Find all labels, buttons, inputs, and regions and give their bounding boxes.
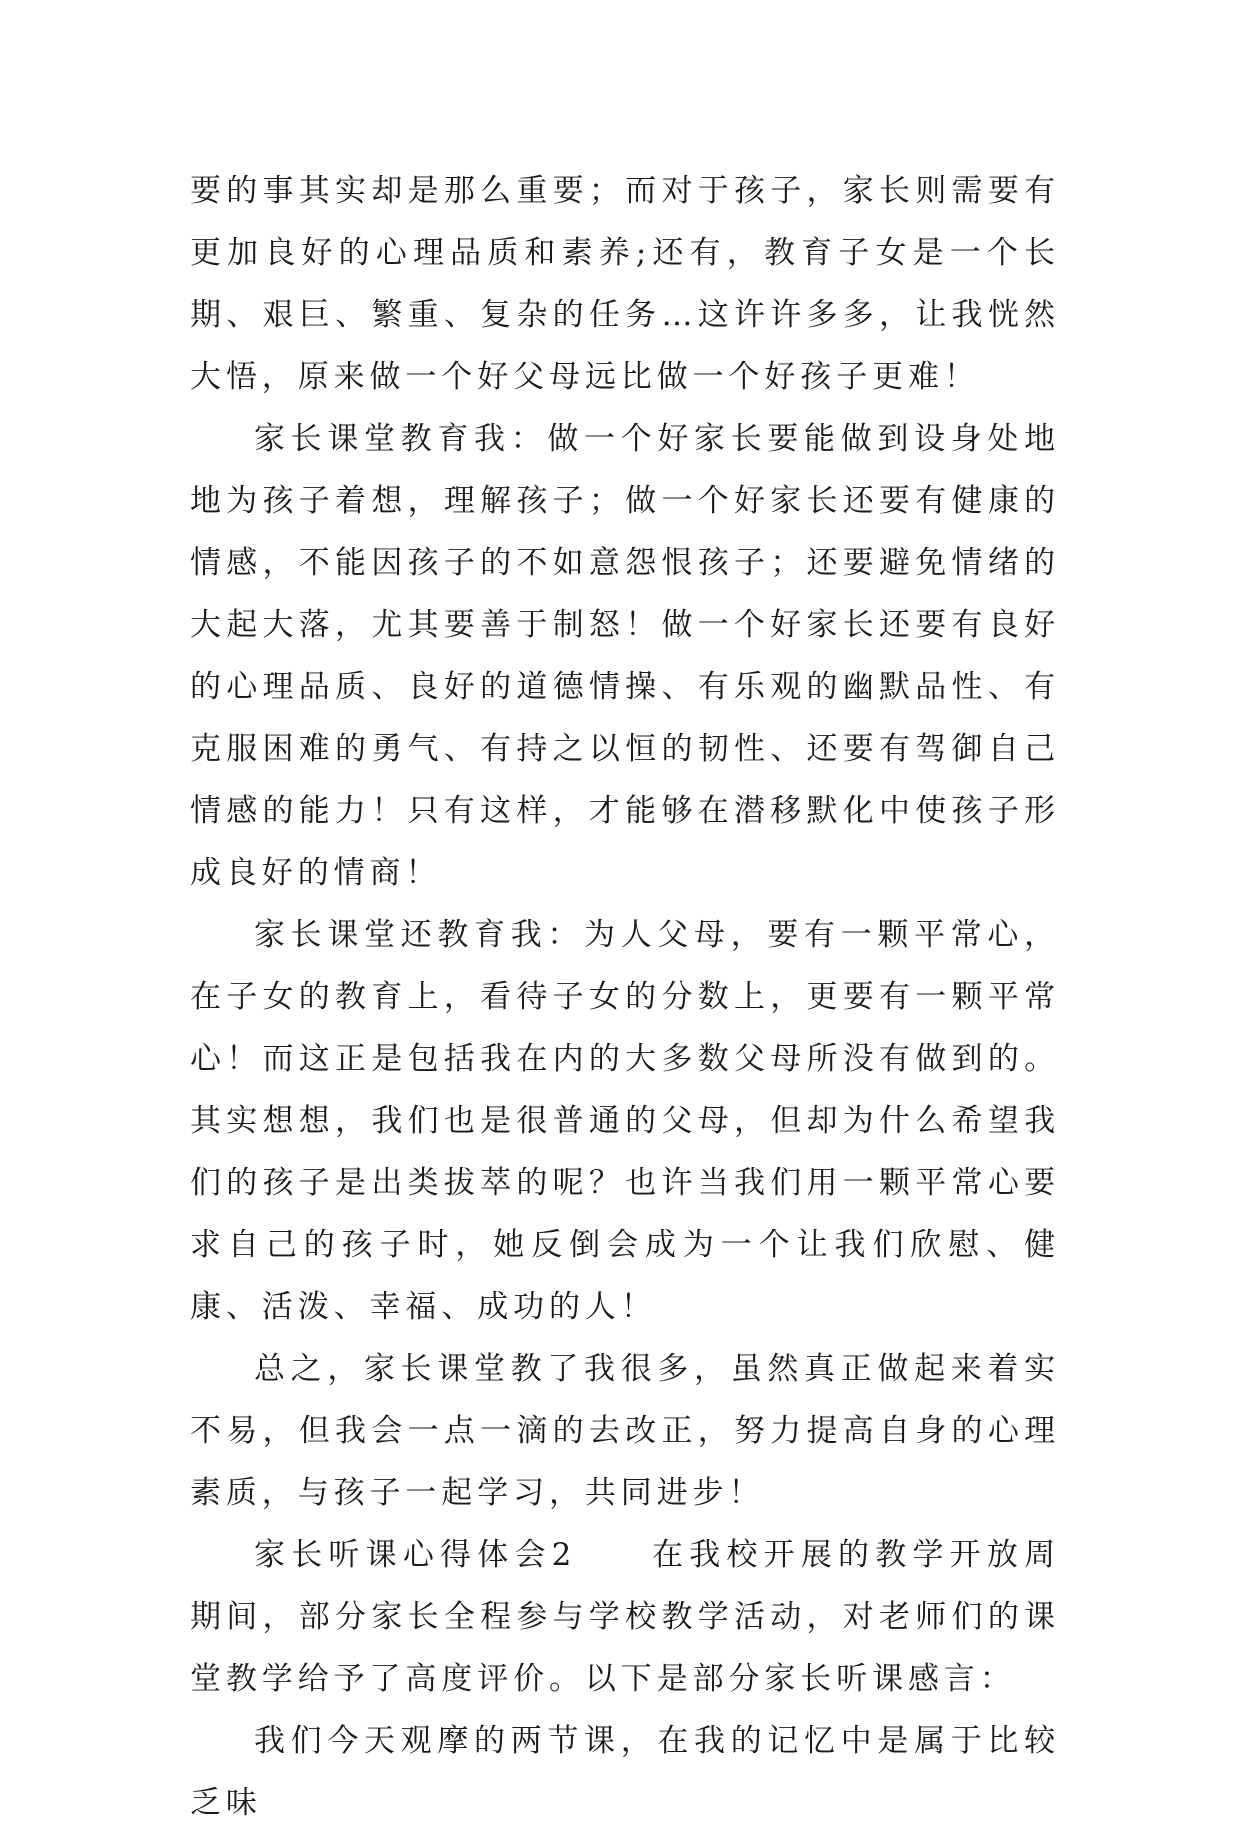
paragraph-4: 总之，家长课堂教了我很多，虽然真正做起来着实不易，但我会一点一滴的去改正，努力提高自身的心理素质，与孩子一起学习，共同进步！: [190, 1351, 1060, 1511]
document-body: [190, 160, 1060, 1834]
paragraph-5: 家长听课心得体会2 在我校开展的教学开放周期间，部分家长全程参与学校教学活动，对老师们的课堂教学给予了高度评价。以下是部分家长听课感言：: [190, 1537, 1060, 1697]
paragraph-6: 我们今天观摩的两节课，在我的记忆中是属于比较乏味: [190, 1723, 1060, 1821]
paragraph-2: 家长课堂教育我：做一个好家长要能做到设身处地地为孩子着想，理解孩子；做一个好家长还要有健康的情感，不能因孩子的不如意怨恨孩子；还要避免情绪的大起大落，尤其要善于制怒！做一个好家长还要有良好的心理品质、良好的道德情操、有乐观的幽默品性、有克服困难的勇气、有持之以恒的韧性、还要有驾御自己情感的能力！只有这样，才能够在潜移默化中使孩子形成良好的情商！: [190, 421, 1060, 891]
paragraph-3: 家长课堂还教育我：为人父母，要有一颗平常心，在子女的教育上，看待子女的分数上，更要有一颗平常心！而这正是包括我在内的大多数父母所没有做到的。其实想想，我们也是很普通的父母，但却为什么希望我们的孩子是出类拔萃的呢？也许当我们用一颗平常心要求自己的孩子时，她反倒会成为一个让我们欣慰、健康、活泼、幸福、成功的人！: [190, 917, 1060, 1325]
paragraph-1: 要的事其实却是那么重要；而对于孩子，家长则需要有更加良好的心理品质和素养;还有，教育子女是一个长期、艰巨、繁重、复杂的任务…这许许多多，让我恍然大悟，原来做一个好父母远比做一个好孩子更难！: [190, 173, 1060, 395]
